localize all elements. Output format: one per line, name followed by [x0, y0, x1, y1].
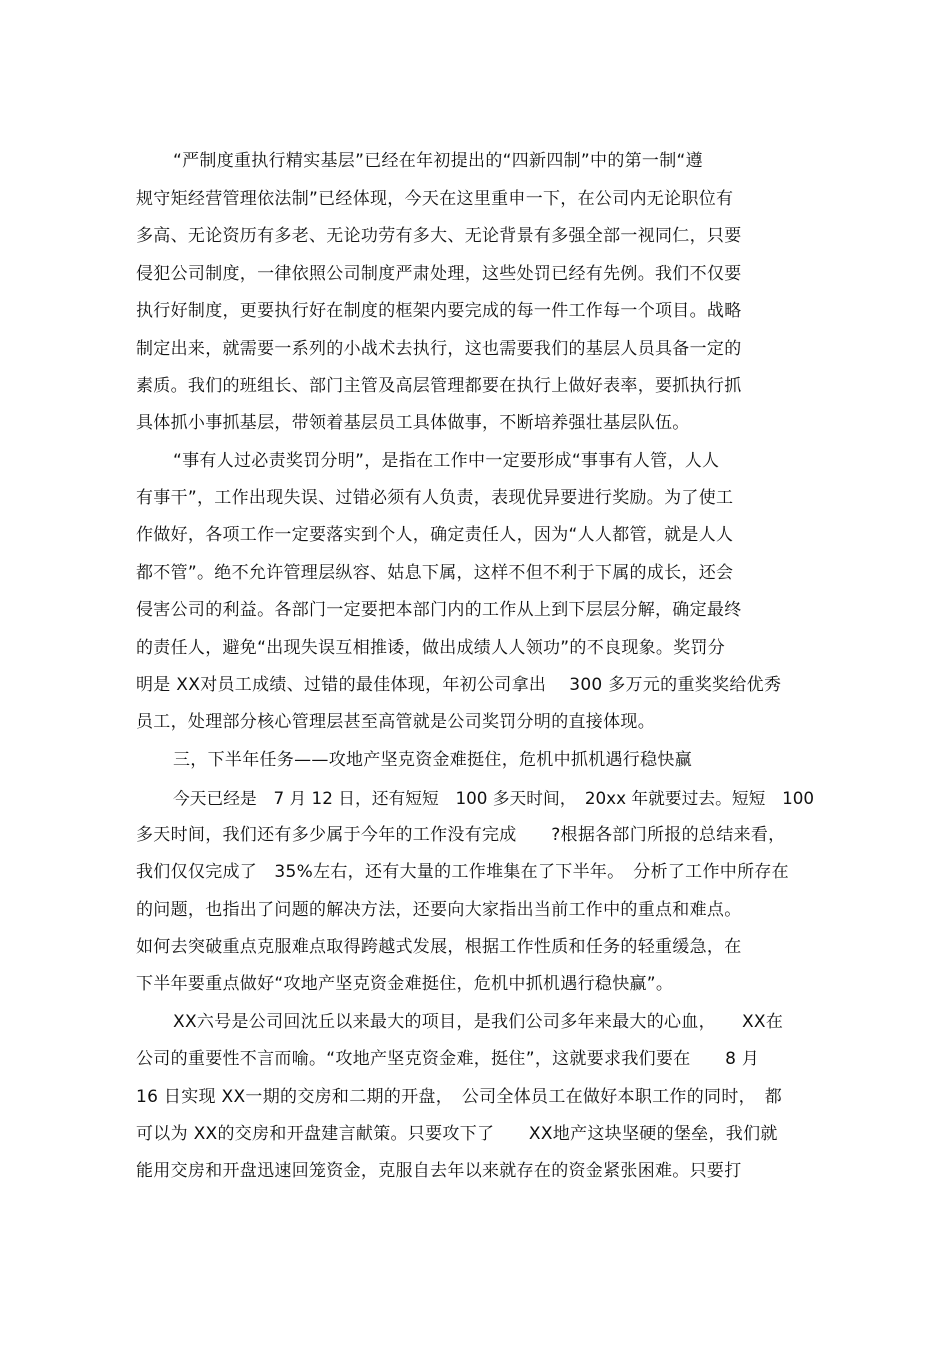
- paragraph-1-line-5: 执行好制度，更要执行好在制度的框架内要完成的每一件工作每一个项目。战略: [136, 301, 742, 321]
- paragraph-2-line-8: 员工，处理部分核心管理层甚至高管就是公司奖罚分明的直接体现。: [136, 712, 655, 732]
- paragraph-4-line-4: 可以为 XX的交房和开盘建言献策。只要攻下了 XX地产这块坚硬的堡垒，我们就: [136, 1124, 778, 1144]
- paragraph-1-line-8: 具体抓小事抓基层，带领着基层员工具体做事，不断培养强壮基层队伍。: [136, 413, 690, 433]
- paragraph-3-line-1: 今天已经是 7 月 12 日，还有短短 100 多天时间， 20xx 年就要过去。短短 100: [173, 788, 815, 808]
- paragraph-2-line-6: 的责任人，避免“出现失误互相推诿，做出成绩人人领功”的不良现象。奖罚分: [136, 638, 726, 658]
- paragraph-3-line-2: 多天时间，我们还有多少属于今年的工作没有完成 ?根据各部门所报的总结来看，: [136, 825, 786, 845]
- paragraph-1-line-2: 规守矩经营管理依法制”已经体现，今天在这里重申一下，在公司内无论职位有: [136, 189, 734, 209]
- paragraph-3-line-4: 的问题，也指出了问题的解决方法，还要向大家指出当前工作中的重点和难点。: [136, 900, 742, 920]
- paragraph-4-line-5: 能用交房和开盘迅速回笼资金，克服自去年以来就存在的资金紧张困难。只要打: [136, 1161, 742, 1181]
- paragraph-2-line-3: 作做好，各项工作一定要落实到个人，确定责任人，因为“人人都管，就是人人: [136, 525, 734, 545]
- paragraph-1-line-3: 多高、无论资历有多老、无论功劳有多大、无论背景有多强全部一视同仁，只要: [136, 226, 742, 246]
- paragraph-1-line-6: 制定出来，就需要一系列的小战术去执行，这也需要我们的基层人员具备一定的: [136, 339, 742, 359]
- section-heading: 三，下半年任务——攻地产坚克资金难挺住，危机中抓机遇行稳快赢: [173, 750, 692, 770]
- paragraph-4-line-3: 16 日实现 XX一期的交房和二期的开盘， 公司全体员工在做好本职工作的同时， 都: [136, 1087, 783, 1107]
- paragraph-3-line-6: 下半年要重点做好“攻地产坚克资金难挺住，危机中抓机遇行稳快赢”。: [136, 974, 674, 994]
- paragraph-2-line-4: 都不管”。绝不允许管理层纵容、姑息下属，这样不但不利于下属的成长，还会: [136, 563, 734, 583]
- paragraph-4-line-2: 公司的重要性不言而喻。“攻地产坚克资金难，挺住”，这就要求我们要在 8 月: [136, 1049, 760, 1069]
- paragraph-3-line-3: 我们仅仅完成了 35%左右，还有大量的工作堆集在了下半年。 分析了工作中所存在: [136, 862, 789, 882]
- paragraph-2-line-7: 明是 XX对员工成绩、过错的最佳体现，年初公司拿出 300 多万元的重奖奖给优秀: [136, 675, 782, 695]
- paragraph-2-line-5: 侵害公司的利益。各部门一定要把本部门内的工作从上到下层层分解，确定最终: [136, 600, 742, 620]
- paragraph-1-line-7: 素质。我们的班组长、部门主管及高层管理都要在执行上做好表率，要抓执行抓: [136, 376, 742, 396]
- paragraph-1-line-4: 侵犯公司制度，一律依照公司制度严肃处理，这些处罚已经有先例。我们不仅要: [136, 264, 742, 284]
- paragraph-4-line-1: XX六号是公司回沈丘以来最大的项目，是我们公司多年来最大的心血， XX在: [173, 1012, 784, 1032]
- paragraph-3-line-5: 如何去突破重点克服难点取得跨越式发展，根据工作性质和任务的轻重缓急，在: [136, 937, 742, 957]
- paragraph-2-line-2: 有事干”，工作出现失误、过错必须有人负责，表现优异要进行奖励。为了使工: [136, 488, 734, 508]
- paragraph-2-line-1: “事有人过必责奖罚分明”，是指在工作中一定要形成“事事有人管，人人: [173, 451, 720, 471]
- paragraph-1-line-1: “严制度重执行精实基层”已经在年初提出的“四新四制”中的第一制“遵: [173, 151, 703, 171]
